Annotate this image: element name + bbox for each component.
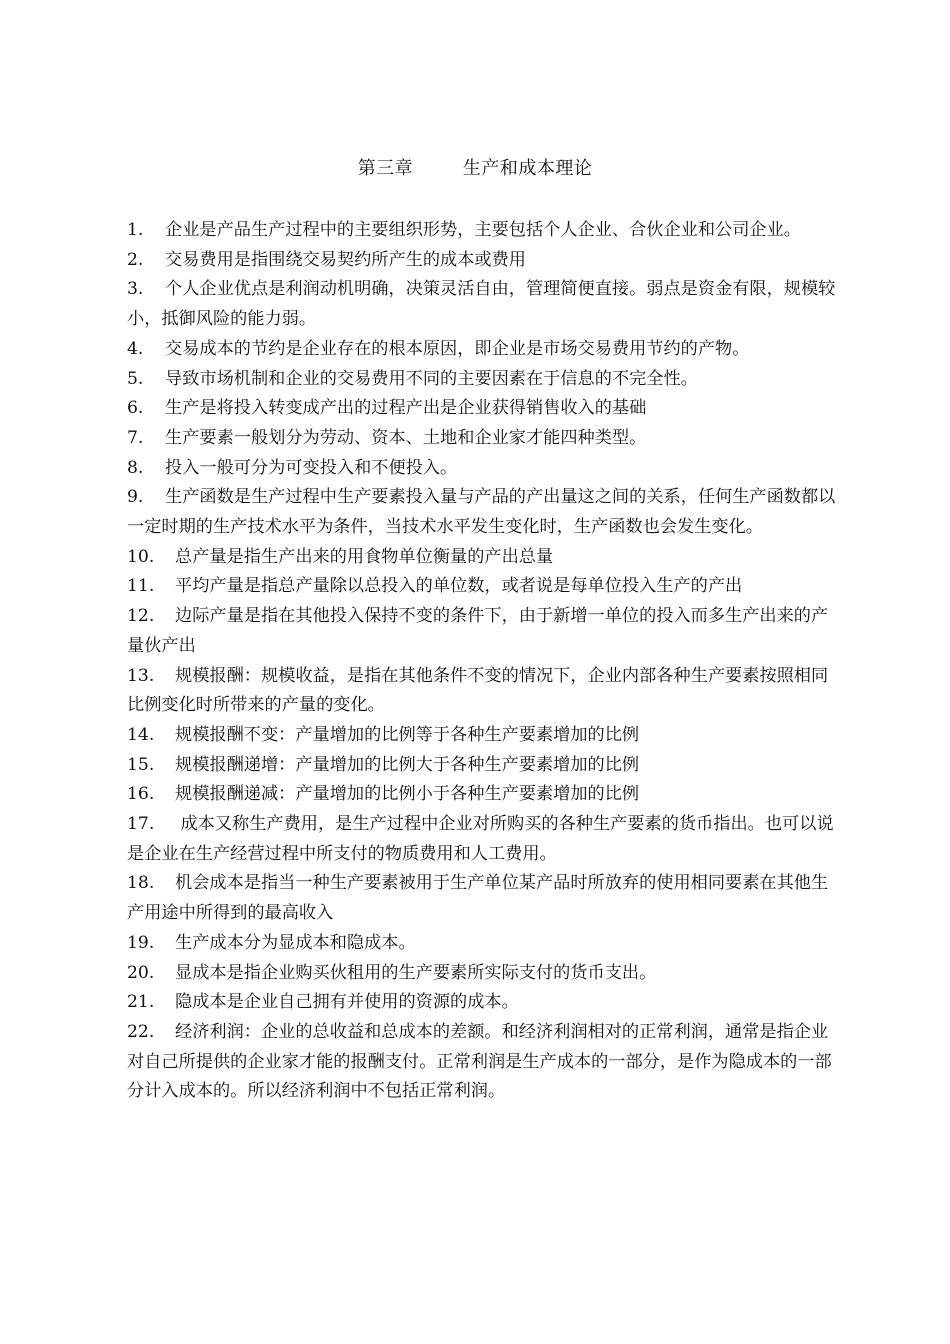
list-item	[127, 394, 842, 424]
list-item	[127, 929, 842, 959]
list-item	[127, 810, 842, 869]
document-body	[127, 216, 842, 1107]
item-number: 9.	[127, 487, 144, 508]
list-item	[127, 335, 842, 365]
list-item	[127, 751, 842, 781]
list-item	[127, 454, 842, 484]
item-text: 边际产量是指在其他投入保持不变的条件下，由于新增一单位的投入而多生产出来的产量伙产出	[127, 606, 829, 656]
item-number: 21.	[127, 992, 155, 1013]
item-text: 显成本是指企业购买伙租用的生产要素所实际支付的货币支出。	[175, 962, 657, 983]
item-number: 15.	[127, 754, 155, 775]
item-number: 1.	[127, 220, 144, 240]
list-item	[127, 543, 842, 573]
list-item	[127, 1018, 842, 1107]
item-text: 隐成本是企业自己拥有并使用的资源的成本。	[175, 992, 519, 1013]
item-text: 经济利润：企业的总收益和总成本的差额。和经济利润相对的正常利润，通常是指企业对自己所提供的企业家才能的报酬支付。正常利润是生产成本的一部分，是作为隐成本的一部分计入成本的。所以经济利润中不包括正常利润。	[127, 1021, 832, 1102]
item-text: 规模报酬递增：产量增加的比例大于各种生产要素增加的比例	[175, 754, 640, 775]
item-text: 个人企业优点是利润动机明确，决策灵活自由，管理简便直接。弱点是资金有限，规模较小，抵御风险的能力弱。	[127, 279, 836, 330]
list-item	[127, 572, 842, 602]
item-text: 规模报酬递减：产量增加的比例小于各种生产要素增加的比例	[175, 784, 640, 805]
item-text: 平均产量是指总产量除以总投入的单位数，或者说是每单位投入生产的产出	[175, 576, 743, 597]
item-text: 成本又称生产费用，是生产过程中企业对所购买的各种生产要素的货币指出。也可以说是企业在生产经营过程中所支付的物质费用和人工费用。	[127, 814, 834, 864]
item-number: 20.	[127, 962, 155, 983]
item-text: 生产函数是生产过程中生产要素投入量与产品的产出量这之间的关系，任何生产函数都以一定时期的生产技术水平为条件，当技术水平发生变化时，生产函数也会发生变化。	[127, 487, 836, 538]
list-item	[127, 662, 842, 721]
item-number: 3.	[127, 279, 144, 300]
item-text: 导致市场机制和企业的交易费用不同的主要因素在于信息的不完全性。	[165, 368, 698, 389]
item-number: 17.	[127, 814, 155, 835]
item-text: 交易费用是指围绕交易契约所产生的成本或费用	[165, 249, 526, 270]
item-text: 生产要素一般划分为劳动、资本、土地和企业家才能四种类型。	[165, 427, 647, 448]
item-text: 总产量是指生产出来的用食物单位衡量的产出总量	[175, 546, 554, 567]
item-number: 19.	[127, 932, 155, 953]
list-item	[127, 869, 842, 928]
item-text: 投入一般可分为可变投入和不便投入。	[165, 457, 458, 478]
item-number: 6.	[127, 398, 144, 419]
item-number: 7.	[127, 427, 144, 448]
list-item	[127, 216, 842, 246]
item-number: 12.	[127, 606, 155, 627]
item-number: 14.	[127, 724, 155, 745]
list-item	[127, 275, 842, 334]
item-number: 5.	[127, 368, 144, 389]
list-item	[127, 424, 842, 454]
item-number: 16.	[127, 784, 155, 805]
item-number: 8.	[127, 457, 144, 478]
item-number: 13.	[127, 665, 155, 686]
item-text: 机会成本是指当一种生产要素被用于生产单位某产品时所放弃的使用相同要素在其他生产用途中所得到的最高收入	[127, 873, 829, 924]
list-item	[127, 602, 842, 661]
item-number: 22.	[127, 1021, 155, 1042]
item-text: 规模报酬不变：产量增加的比例等于各种生产要素增加的比例	[175, 724, 640, 745]
item-text: 生产成本分为显成本和隐成本。	[175, 932, 416, 953]
item-number: 18.	[127, 873, 155, 894]
item-text: 企业是产品生产过程中的主要组织形势，主要包括个人企业、合伙企业和公司企业。	[165, 220, 801, 240]
chapter-title: 第三章 生产和成本理论	[357, 158, 593, 179]
list-item	[127, 246, 842, 276]
list-item	[127, 780, 842, 810]
list-item	[127, 721, 842, 751]
item-number: 4.	[127, 338, 144, 359]
item-text: 生产是将投入转变成产出的过程产出是企业获得销售收入的基础	[165, 398, 647, 419]
item-number: 10.	[127, 546, 155, 567]
list-item	[127, 988, 842, 1018]
list-item	[127, 365, 842, 395]
list-item	[127, 483, 842, 542]
item-text: 规模报酬：规模收益，是指在其他条件不变的情况下，企业内部各种生产要素按照相同比例变化时所带来的产量的变化。	[127, 665, 829, 716]
item-number: 11.	[127, 576, 155, 597]
item-text: 交易成本的节约是企业存在的根本原因，即企业是市场交易费用节约的产物。	[165, 338, 750, 359]
list-item	[127, 959, 842, 989]
item-number: 2.	[127, 249, 144, 270]
